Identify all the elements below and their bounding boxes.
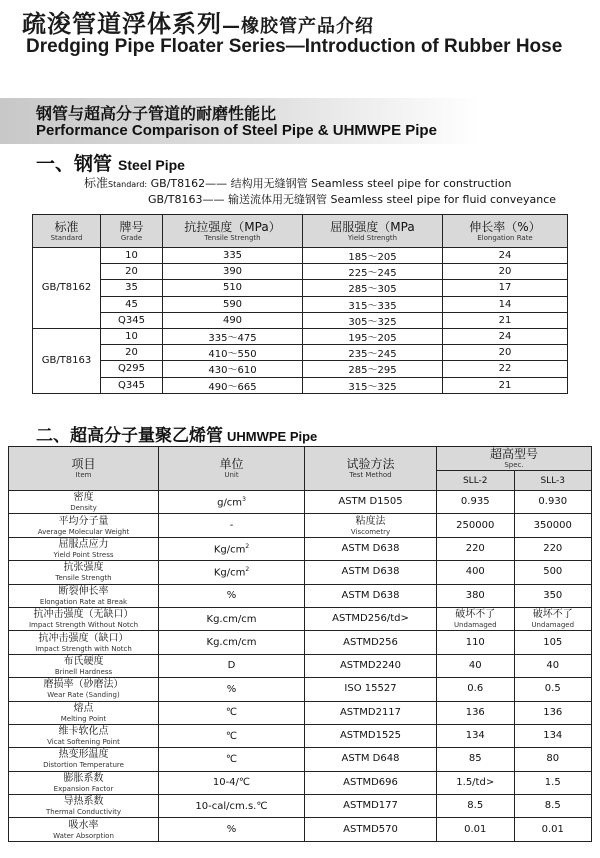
cell-grade: 35 [101, 280, 163, 296]
table-row [33, 248, 568, 264]
value-text: 220 [465, 542, 485, 554]
cell-sll2 [437, 748, 515, 771]
cell-method [305, 748, 437, 771]
method-en: Viscometry [350, 527, 391, 536]
method-text: ASTMD2240 [339, 659, 402, 671]
value-en: Undamaged [453, 621, 497, 630]
cell-yield: 285～295 [303, 361, 443, 377]
steel-table-header [33, 215, 568, 248]
item-en: Average Molecular Weight [37, 527, 130, 536]
cell-sll3 [514, 818, 592, 841]
item-en: Impact Strength with Notch [35, 644, 132, 653]
table-row [9, 771, 592, 794]
unit-text: Kg/cm [213, 544, 246, 556]
cell-yield: 235～245 [303, 345, 443, 361]
cell-item [9, 584, 159, 607]
item-cn: 膨胀系数 [63, 772, 104, 784]
cell-elongation: 24 [443, 328, 568, 344]
table-row [9, 795, 592, 818]
uhmwpe-heading-en: UHMWPE Pipe [227, 429, 318, 444]
cell-tensile: 590 [163, 296, 303, 312]
cell-grade: 20 [101, 264, 163, 280]
method-text: ASTM D648 [341, 753, 400, 765]
unit-text: Kg.cm/cm [206, 613, 257, 625]
value-text: 0.01 [464, 823, 487, 835]
cell-method [305, 795, 437, 818]
uhmwpe-heading: 二、超高分子量聚乙烯管 UHMWPE Pipe [36, 426, 318, 446]
cell-unit [159, 607, 305, 630]
cell-sll3 [514, 631, 592, 654]
unit-text: ℃ [225, 753, 238, 765]
item-cn: 导热系数 [63, 796, 104, 808]
item-en: Tensile Strength [55, 574, 112, 583]
cell-yield: 305～325 [303, 312, 443, 328]
item-cn: 屈服点应力 [58, 538, 109, 550]
item-en: Brinell Hardness [54, 667, 113, 676]
cell-item [9, 607, 159, 630]
method-text: ASTMD1525 [339, 730, 402, 742]
table-row [33, 377, 568, 393]
cell-unit [159, 748, 305, 771]
cell-tensile: 510 [163, 280, 303, 296]
unit-text: g/cm [217, 497, 243, 509]
cell-yield: 315～335 [303, 296, 443, 312]
item-en: Distortion Temperature [43, 761, 124, 770]
uhmwpe-table [8, 446, 592, 842]
method-text: ASTMD256/td> [332, 613, 409, 625]
item-en: Density [70, 504, 97, 513]
cell-method [305, 818, 437, 841]
value-text: 136 [465, 706, 485, 718]
comparison-title-cn: 钢管与超高分子管道的耐磨性能比 [36, 104, 277, 123]
cell-item [9, 491, 159, 514]
unit-text: ℃ [225, 707, 238, 719]
cell-sll3 [514, 561, 592, 584]
unit-text: Kg.cm/cm [206, 637, 257, 649]
cell-item [9, 701, 159, 724]
unit-sup: 2 [245, 542, 250, 550]
unit-sup: 2 [245, 566, 250, 574]
method-text: ASTM D638 [341, 589, 400, 601]
cell-unit [159, 584, 305, 607]
cell-item [9, 631, 159, 654]
method-text: ASTMD2117 [339, 706, 402, 718]
table-row [9, 701, 592, 724]
value-text: 400 [465, 566, 485, 578]
cell-item [9, 818, 159, 841]
table-row [9, 607, 592, 630]
value-en: Undamaged [531, 621, 575, 630]
col-model-sll3: SLL-3 [514, 471, 592, 491]
cell-item [9, 748, 159, 771]
table-row [9, 514, 592, 537]
cell-grade: Q345 [101, 312, 163, 328]
cell-tensile: 335～475 [163, 328, 303, 344]
item-cn: 密度 [73, 492, 94, 504]
unit-text: ℃ [225, 730, 238, 742]
item-cn: 抗冲击强度（无缺口） [33, 609, 134, 621]
item-cn: 抗冲击强度（缺口） [38, 632, 129, 644]
method-text: ASTM D638 [341, 542, 400, 554]
value-text: 破坏不了 [455, 609, 496, 621]
value-text: 0.6 [467, 683, 484, 695]
steel-heading: 一、钢管 Steel Pipe [36, 153, 185, 175]
method-text: ASTM D638 [341, 566, 400, 578]
value-text: 134 [465, 730, 485, 742]
cell-tensile: 490～665 [163, 377, 303, 393]
cell-sll3 [514, 678, 592, 701]
standard-line: GB/T8163—— 输送流体用无缝钢管 Seamless steel pipe for fluid conveyance [148, 193, 557, 206]
comparison-title-en: Performance Comparison of Steel Pipe & UHMWPE Pipe [36, 122, 437, 139]
method-text: ASTMD256 [343, 636, 398, 648]
unit-text: % [226, 824, 237, 836]
cell-sll2 [437, 724, 515, 747]
value-text: 380 [465, 589, 485, 601]
cell-sll3 [514, 748, 592, 771]
cell-method [305, 491, 437, 514]
cell-tensile: 430～610 [163, 361, 303, 377]
cell-yield: 185～205 [303, 248, 443, 264]
cell-method [305, 631, 437, 654]
table-row [9, 537, 592, 560]
col-item: 项目 Item [9, 447, 159, 491]
item-en: Yield Point Stress [53, 550, 114, 559]
table-row [9, 584, 592, 607]
method-text: ASTM D1505 [338, 496, 403, 508]
table-row [9, 631, 592, 654]
value-text: 1.5/td> [456, 776, 495, 788]
cell-method [305, 514, 437, 537]
col-yield: 屈服强度（MPa Yield Strength [303, 215, 443, 248]
cell-unit [159, 678, 305, 701]
cell-method [305, 724, 437, 747]
col-elongation: 伸长率（%） Elongation Rate [443, 215, 568, 248]
item-en: Elongation Rate at Break [39, 597, 128, 606]
value-text: 80 [546, 753, 560, 765]
table-row [9, 748, 592, 771]
cell-sll2 [437, 537, 515, 560]
item-en: Melting Point [60, 714, 107, 723]
cell-elongation: 20 [443, 345, 568, 361]
table-row [9, 818, 592, 841]
value-text: 105 [543, 636, 563, 648]
method-text: ASTMD570 [343, 823, 398, 835]
unit-text: % [226, 590, 237, 602]
cell-sll2 [437, 607, 515, 630]
item-cn: 熔点 [73, 702, 94, 714]
unit-text: - [229, 520, 234, 532]
cell-elongation: 21 [443, 377, 568, 393]
col-tensile: 抗拉强度（MPa） Tensile Strength [163, 215, 303, 248]
cell-elongation: 22 [443, 361, 568, 377]
method-text: 粘度法 [355, 515, 386, 527]
standard-notes [84, 176, 556, 207]
cell-sll3 [514, 701, 592, 724]
cell-tensile: 490 [163, 312, 303, 328]
cell-item [9, 561, 159, 584]
cell-unit [159, 491, 305, 514]
cell-yield: 285～305 [303, 280, 443, 296]
cell-sll3 [514, 584, 592, 607]
cell-sll3 [514, 724, 592, 747]
page-title-cn: 疏浚管道浮体系列—橡胶管产品介绍 [22, 10, 374, 38]
cell-elongation: 14 [443, 296, 568, 312]
cell-unit [159, 561, 305, 584]
cell-sll3 [514, 771, 592, 794]
item-cn: 布氏硬度 [63, 655, 104, 667]
table-row [33, 361, 568, 377]
cell-sll2 [437, 818, 515, 841]
cell-unit [159, 818, 305, 841]
cell-yield: 225～245 [303, 264, 443, 280]
value-text: 1.5 [544, 776, 561, 788]
cell-grade: Q345 [101, 377, 163, 393]
table-row [9, 561, 592, 584]
unit-text: Kg/cm [213, 567, 246, 579]
table-row [33, 264, 568, 280]
cell-sll2 [437, 654, 515, 677]
cell-item [9, 678, 159, 701]
value-text: 0.5 [544, 683, 561, 695]
unit-sup: 3 [242, 496, 246, 504]
cell-grade: 45 [101, 296, 163, 312]
cell-sll2 [437, 631, 515, 654]
cell-unit [159, 724, 305, 747]
cell-yield: 315～325 [303, 377, 443, 393]
cell-sll3 [514, 607, 592, 630]
cell-sll2 [437, 584, 515, 607]
cell-item [9, 724, 159, 747]
item-en: Wear Rate (Sanding) [47, 691, 120, 700]
item-cn: 热变形温度 [58, 749, 109, 761]
cell-elongation: 20 [443, 264, 568, 280]
item-en: Vicat Softening Point [47, 738, 120, 747]
table-row [33, 296, 568, 312]
value-text: 500 [543, 566, 563, 578]
value-text: 220 [543, 542, 563, 554]
cell-unit [159, 537, 305, 560]
cell-sll2 [437, 771, 515, 794]
cell-unit [159, 701, 305, 724]
cell-sll3 [514, 795, 592, 818]
cell-item [9, 514, 159, 537]
cell-grade: 10 [101, 328, 163, 344]
cell-yield: 195～205 [303, 328, 443, 344]
value-text: 0.01 [541, 823, 564, 835]
cell-method [305, 654, 437, 677]
cell-sll3 [514, 654, 592, 677]
col-unit: 单位 Unit [159, 447, 305, 491]
value-text: 134 [543, 730, 563, 742]
item-cn: 断裂伸长率 [58, 585, 109, 597]
value-text: 40 [468, 659, 482, 671]
cell-unit [159, 631, 305, 654]
cell-tensile: 390 [163, 264, 303, 280]
col-model-sll2: SLL-2 [437, 471, 515, 491]
cell-tensile: 410～550 [163, 345, 303, 361]
cell-standard: GB/T8163 [33, 328, 101, 393]
unit-text: % [226, 683, 237, 695]
table-row [9, 678, 592, 701]
value-text: 0.935 [460, 496, 490, 508]
value-text: 破坏不了 [532, 609, 573, 621]
item-cn: 磨损率（砂磨法） [43, 679, 124, 691]
steel-pipe-table [32, 214, 568, 394]
cell-grade: 10 [101, 248, 163, 264]
item-cn: 维卡软化点 [58, 726, 109, 738]
col-method: 试验方法 Test Method [305, 447, 437, 491]
table-row [33, 345, 568, 361]
cell-sll2 [437, 514, 515, 537]
item-en: Water Absorption [53, 831, 114, 840]
cell-unit [159, 771, 305, 794]
cell-item [9, 654, 159, 677]
cell-tensile: 335 [163, 248, 303, 264]
cell-sll3 [514, 491, 592, 514]
item-cn: 抗张强度 [63, 562, 104, 574]
cell-method [305, 771, 437, 794]
cell-elongation: 17 [443, 280, 568, 296]
table-row [9, 491, 592, 514]
value-text: 350 [543, 589, 563, 601]
cell-standard: GB/T8162 [33, 248, 101, 329]
cell-elongation: 21 [443, 312, 568, 328]
value-text: 136 [543, 706, 563, 718]
cell-grade: Q295 [101, 361, 163, 377]
cell-item [9, 771, 159, 794]
item-cn: 吸水率 [68, 819, 99, 831]
cell-unit [159, 514, 305, 537]
cell-unit [159, 795, 305, 818]
unit-text: D [227, 660, 236, 672]
cell-sll2 [437, 701, 515, 724]
steel-heading-en: Steel Pipe [118, 157, 185, 173]
cell-sll3 [514, 537, 592, 560]
value-text: 8.5 [544, 800, 561, 812]
col-spec: 超高型号 Spec. [437, 447, 592, 471]
cell-item [9, 537, 159, 560]
item-en: Expansion Factor [53, 784, 114, 793]
cell-grade: 20 [101, 345, 163, 361]
col-grade: 牌号 Grade [101, 215, 163, 248]
value-text: 250000 [456, 519, 495, 531]
standard-line: 标准Standard: GB/T8162—— 结构用无缝钢管 Seamless steel pipe for construction [84, 176, 512, 190]
value-text: 8.5 [467, 800, 484, 812]
table-row [9, 724, 592, 747]
item-cn: 平均分子量 [58, 515, 109, 527]
cell-method [305, 537, 437, 560]
cell-sll3 [514, 514, 592, 537]
col-standard: 标准 Standard [33, 215, 101, 248]
uhmwpe-table-header [9, 447, 592, 471]
unit-text: 10-cal/cm.s.℃ [195, 800, 268, 812]
method-text: ASTMD696 [343, 776, 398, 788]
value-text: 40 [546, 659, 560, 671]
cell-sll2 [437, 561, 515, 584]
table-row [9, 654, 592, 677]
cell-method [305, 678, 437, 701]
page-title-cn-sub: —橡胶管产品介绍 [222, 16, 374, 37]
cell-method [305, 561, 437, 584]
page-title-en: Dredging Pipe Floater Series—Introduction of Rubber Hose [26, 36, 563, 57]
cell-elongation: 24 [443, 248, 568, 264]
item-en: Thermal Conductivity [45, 808, 122, 817]
value-text: 110 [465, 636, 485, 648]
cell-sll2 [437, 678, 515, 701]
cell-method [305, 607, 437, 630]
table-row [33, 328, 568, 344]
cell-method [305, 701, 437, 724]
value-text: 350000 [533, 519, 572, 531]
cell-sll2 [437, 795, 515, 818]
unit-text: 10-4/℃ [212, 777, 251, 789]
table-row [33, 280, 568, 296]
table-row [33, 312, 568, 328]
method-text: ASTMD177 [343, 800, 398, 812]
method-text: ISO 15527 [344, 683, 397, 695]
item-en: Impact Strength Without Notch [28, 621, 139, 630]
value-text: 85 [468, 753, 482, 765]
cell-method [305, 584, 437, 607]
cell-item [9, 795, 159, 818]
cell-unit [159, 654, 305, 677]
value-text: 0.930 [538, 496, 568, 508]
cell-sll2 [437, 491, 515, 514]
